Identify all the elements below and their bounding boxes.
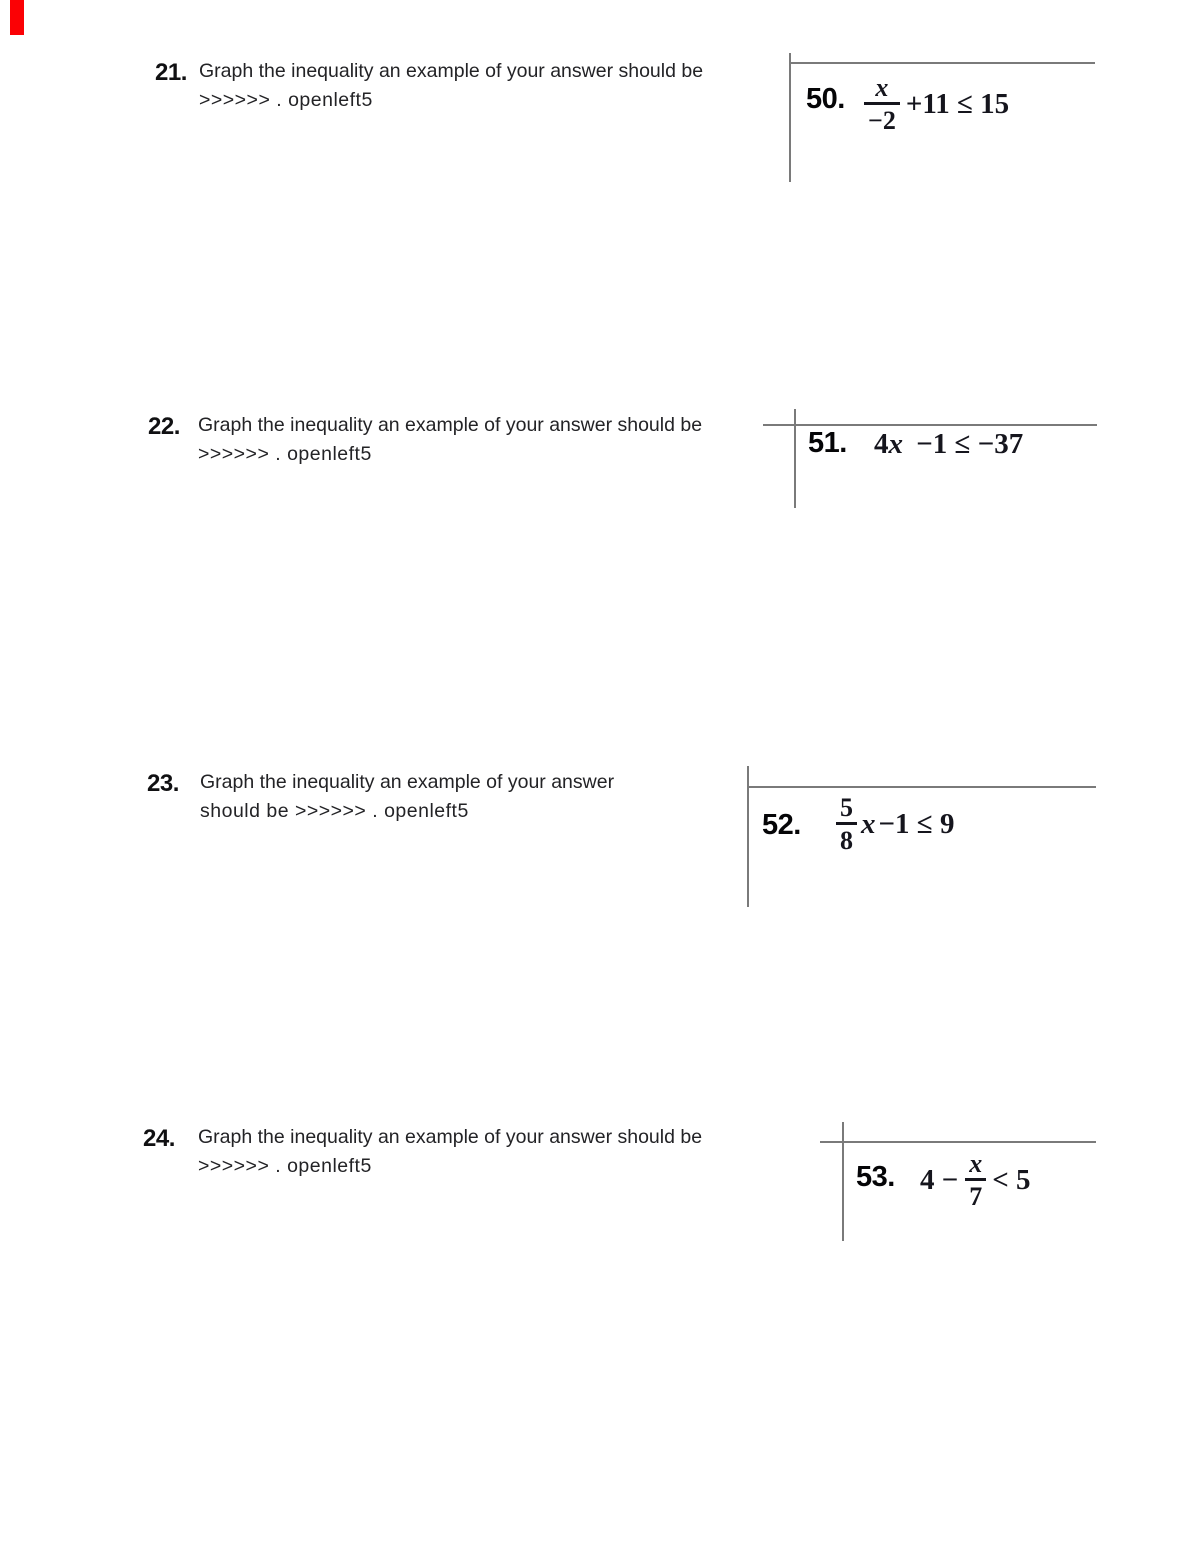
formula-coefficient: 4	[874, 428, 889, 460]
problem-53-formula	[920, 1147, 1031, 1213]
problem-22-line1: Graph the inequality an example of your answer should be	[198, 414, 703, 436]
fraction-denominator: 8	[836, 822, 857, 854]
problem-52-formula	[836, 791, 954, 857]
problem-23-line1: Graph the inequality an example of your answer	[200, 771, 615, 793]
formula-variable: x	[888, 428, 903, 460]
problem-52-horizontal-rule	[747, 786, 1096, 788]
formula-tail: +11 ≤ 15	[905, 87, 1010, 120]
problem-21-number: 21.	[155, 59, 187, 86]
formula-tail: −1 ≤ 9	[878, 807, 955, 840]
fraction-numerator: x	[969, 1148, 983, 1178]
problem-21-text	[199, 57, 779, 115]
problem-22-line2: >>>>>> . openleft5	[198, 443, 372, 465]
problem-52-number: 52.	[762, 809, 801, 841]
fraction-numerator: 5	[840, 792, 853, 822]
problem-21-line1: Graph the inequality an example of your answer should be	[199, 60, 704, 82]
fraction-denominator: −2	[864, 102, 900, 134]
problem-51-horizontal-rule	[763, 424, 1097, 426]
problem-21-line2: >>>>>> . openleft5	[199, 89, 373, 111]
fraction-denominator: 7	[965, 1178, 986, 1210]
formula-variable: x	[861, 807, 876, 840]
problem-50-horizontal-rule	[789, 62, 1095, 64]
problem-23-text	[200, 768, 780, 826]
problem-51-formula	[874, 429, 1023, 461]
problem-50-formula	[864, 71, 1009, 137]
problem-50-vertical-rule	[789, 53, 791, 182]
problem-23-number: 23.	[147, 770, 179, 797]
formula-tail: < 5	[992, 1163, 1031, 1196]
fraction	[836, 794, 857, 855]
red-marker	[10, 0, 24, 35]
problem-23-line2: should be >>>>>> . openleft5	[200, 800, 469, 822]
fraction-numerator: x	[875, 72, 889, 102]
problem-24-line2: >>>>>> . openleft5	[198, 1155, 372, 1177]
formula-tail: −1 ≤ −37	[916, 428, 1024, 460]
problem-53-horizontal-rule	[820, 1141, 1096, 1143]
problem-24-text	[198, 1123, 778, 1181]
problem-53-number: 53.	[856, 1161, 895, 1193]
problem-24-number: 24.	[143, 1125, 175, 1152]
fraction	[864, 74, 900, 135]
problem-51-number: 51.	[808, 427, 847, 459]
problem-53-vertical-rule	[842, 1122, 844, 1241]
problem-50-number: 50.	[806, 83, 845, 115]
problem-24-line1: Graph the inequality an example of your answer should be	[198, 1126, 703, 1148]
problem-22-text	[198, 411, 778, 469]
problem-22-number: 22.	[148, 413, 180, 440]
fraction	[965, 1150, 986, 1211]
formula-head: 4 −	[920, 1163, 959, 1196]
